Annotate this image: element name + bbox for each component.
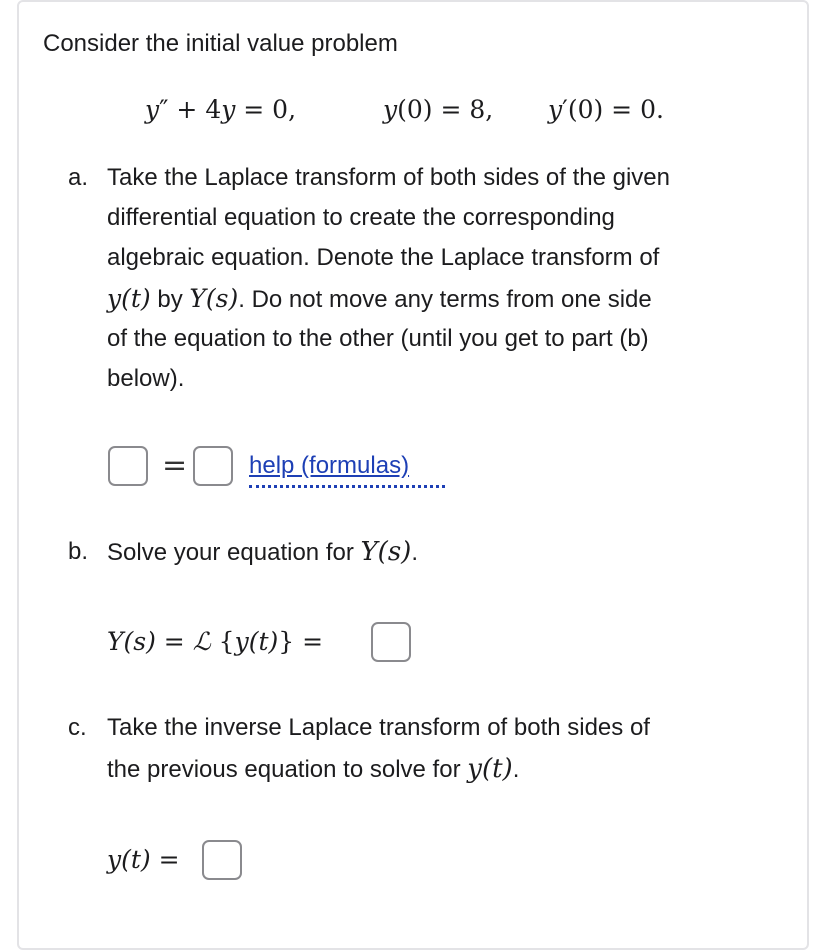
laplace-lhs-input[interactable]: [108, 446, 148, 486]
laplace-rhs-input[interactable]: [193, 446, 233, 486]
part-c-line-2: the previous equation to solve for y(t).: [107, 754, 520, 784]
solution-equation-c: y(t) =: [107, 845, 180, 874]
part-a-line-1: Take the Laplace transform of both sides of the given: [107, 164, 671, 191]
part-a-marker: a.: [68, 164, 89, 191]
part-a-line-2: differential equation to create the corresponding: [107, 204, 615, 231]
part-a-line-3: algebraic equation. Denote the Laplace transform of: [107, 244, 660, 271]
part-a-line-6: below).: [107, 365, 185, 392]
part-a-line-5: of the equation to the other (until you get to part (b): [107, 325, 649, 352]
part-c-marker: c.: [68, 714, 87, 741]
initial-condition-1: y(0) = 8,: [383, 95, 494, 124]
part-a-line-4: y(t) by Y(s). Do not move any terms from one side: [107, 284, 652, 313]
part-c-line-1: Take the inverse Laplace transform of both sides of: [107, 714, 650, 741]
equals-sign: =: [162, 448, 188, 483]
initial-condition-2: y′(0) = 0.: [548, 95, 664, 124]
intro-text: Consider the initial value problem: [43, 30, 398, 57]
ode-equation: y″ + 4y = 0,: [145, 95, 297, 124]
help-link-dotted-underline: [249, 485, 445, 488]
part-b-text: Solve your equation for Y(s).: [107, 537, 418, 567]
Y-of-s-input[interactable]: [371, 622, 411, 662]
y-of-t-input[interactable]: [202, 840, 242, 880]
help-formulas-link[interactable]: help (formulas): [249, 452, 410, 479]
part-b-marker: b.: [68, 538, 89, 565]
laplace-equation-b: Y(s) = ℒ {y(t)} =: [107, 627, 324, 656]
